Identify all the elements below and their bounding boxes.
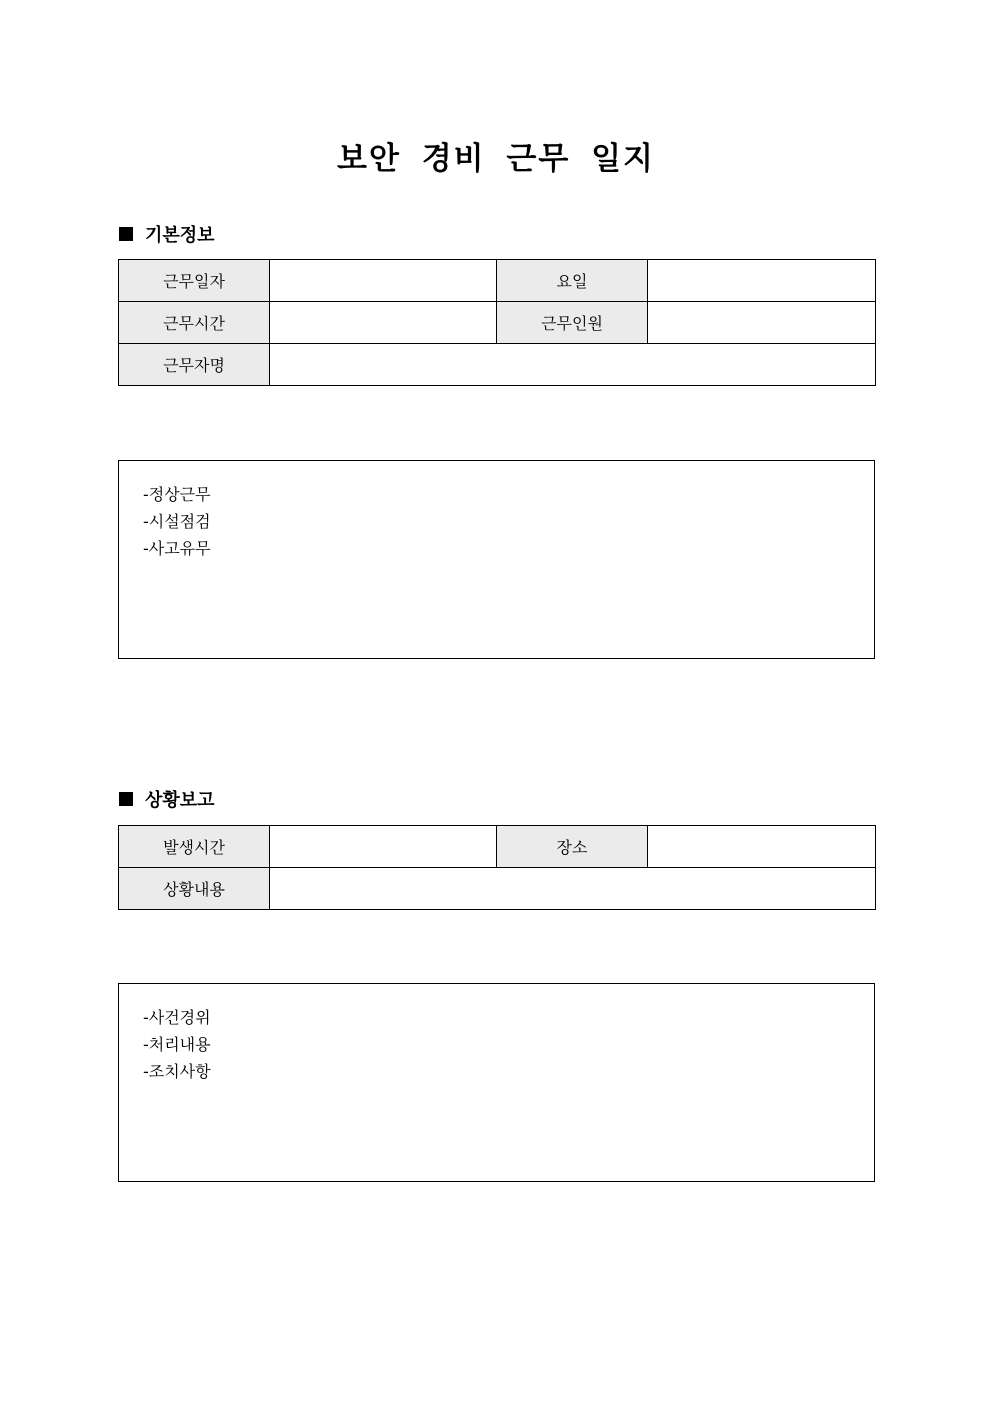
table-row — [119, 868, 876, 910]
section-heading-label: 상황보고 — [145, 790, 215, 811]
section-heading-label: 기본정보 — [145, 225, 215, 246]
page-title: 보안 경비 근무 일지 — [337, 141, 655, 177]
work-time-field[interactable] — [270, 302, 497, 344]
table-row — [119, 826, 876, 868]
work-time-label: 근무시간 — [119, 302, 270, 344]
situation-report-notes-box[interactable] — [118, 983, 875, 1182]
list-item: -시설점검 — [143, 512, 211, 531]
basic-info-table — [118, 259, 876, 386]
weekday-label: 요일 — [497, 260, 648, 302]
list-item: -사건경위 — [143, 1008, 211, 1027]
work-date-label: 근무일자 — [119, 260, 270, 302]
list-item: -정상근무 — [143, 485, 211, 504]
details-field[interactable] — [270, 868, 876, 910]
details-label: 상황내용 — [119, 868, 270, 910]
occurrence-time-label: 발생시간 — [119, 826, 270, 868]
table-row — [119, 302, 876, 344]
black-square-icon — [119, 227, 133, 241]
list-item: -사고유무 — [143, 539, 211, 558]
notes-list — [119, 984, 874, 1085]
worker-name-field[interactable] — [270, 344, 876, 386]
notes-list — [119, 461, 874, 562]
black-square-icon — [119, 792, 133, 806]
worker-name-label: 근무자명 — [119, 344, 270, 386]
location-label: 장소 — [497, 826, 648, 868]
section-heading-basic-info — [119, 222, 215, 246]
weekday-field[interactable] — [648, 260, 876, 302]
location-field[interactable] — [648, 826, 876, 868]
occurrence-time-field[interactable] — [270, 826, 497, 868]
list-item: -조치사항 — [143, 1062, 211, 1081]
staff-count-label: 근무인원 — [497, 302, 648, 344]
table-row — [119, 344, 876, 386]
staff-count-field[interactable] — [648, 302, 876, 344]
section-heading-situation-report — [119, 787, 215, 811]
basic-info-notes-box[interactable] — [118, 460, 875, 659]
table-row — [119, 260, 876, 302]
situation-report-table — [118, 825, 876, 910]
work-date-field[interactable] — [270, 260, 497, 302]
list-item: -처리내용 — [143, 1035, 211, 1054]
